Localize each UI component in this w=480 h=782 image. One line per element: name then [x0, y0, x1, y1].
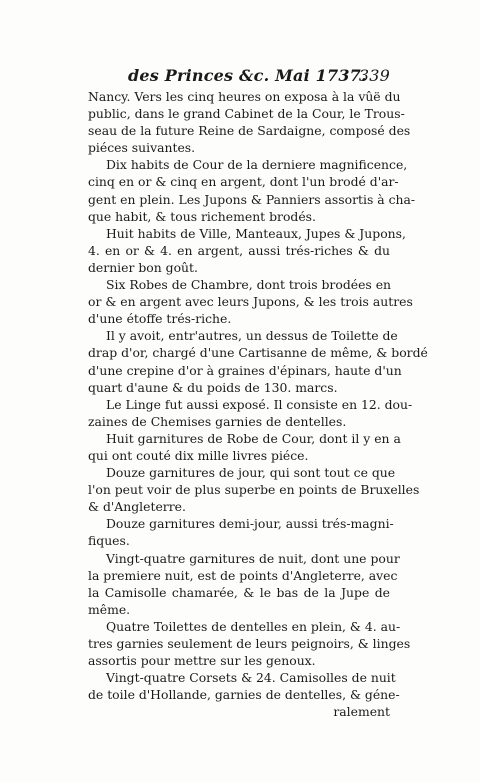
running-title: des Princes &c. Mai 1737. — [128, 66, 367, 85]
text-line: que habit, & tous richement brodés. — [88, 208, 316, 224]
text-line: Vingt-quatre Corsets & 24. Camisolles de nuit — [106, 670, 396, 686]
text-line: Le Linge fut aussi exposé. Il consiste en 12. dou- — [106, 396, 413, 412]
text-line: la Camisolle chamarée, & le bas de la Jupe de — [88, 584, 390, 600]
text-line: assortis pour mettre sur les genoux. — [88, 653, 316, 669]
text-body — [88, 88, 428, 720]
text-line: Douze garnitures de jour, qui sont tout ce que — [106, 465, 396, 481]
text-line: & d'Angleterre. — [88, 499, 186, 515]
text-line: Douze garnitures demi-jour, aussi trés-magni- — [106, 516, 394, 532]
text-line: piéces suivantes. — [88, 140, 196, 156]
text-line: d'une crepine d'or à graines d'épinars, haute d'un — [88, 362, 402, 378]
text-line: qui ont couté dix mille livres piéce. — [88, 447, 309, 463]
text-line: seau de la future Reine de Sardaigne, composé des — [88, 123, 411, 139]
text-line: fiques. — [88, 533, 130, 549]
text-line: quart d'aune & du poids de 130. marcs. — [88, 379, 338, 395]
text-line: Huit garnitures de Robe de Cour, dont il y en a — [106, 430, 401, 446]
text-line: Vingt-quatre garnitures de nuit, dont une pour — [106, 550, 400, 566]
text-line: Huit habits de Ville, Manteaux, Jupes & Jupons, — [106, 225, 406, 241]
text-line: d'une étoffe trés-riche. — [88, 311, 232, 327]
text-line: public, dans le grand Cabinet de la Cour, le Trous- — [88, 106, 405, 122]
text-line: Nancy. Vers les cinq heures on exposa à la vûë du — [88, 89, 401, 104]
text-line: Six Robes de Chambre, dont trois brodées en — [106, 277, 392, 293]
text-line: même. — [88, 601, 131, 617]
text-line: zaines de Chemises garnies de dentelles. — [88, 413, 347, 429]
text-line: 4. en or & 4. en argent, aussi trés-riches & du — [88, 242, 390, 258]
text-line: l'on peut voir de plus superbe en points de Bruxelles — [88, 482, 420, 498]
text-line: gent en plein. Les Jupons & Panniers assortis à cha- — [88, 191, 416, 207]
text-line: Quatre Toilettes de dentelles en plein, & 4. au- — [106, 618, 401, 634]
text-line: ralement — [333, 704, 390, 720]
text-line: de toile d'Hollande, garnies de dentelles, & géne- — [88, 687, 400, 703]
text-line: Il y avoit, entr'autres, un dessus de Toilette de — [106, 328, 398, 344]
page-header — [128, 66, 390, 90]
text-line: la premiere nuit, est de points d'Angleterre, avec — [88, 567, 398, 583]
text-line: Dix habits de Cour de la derniere magnificence, — [106, 157, 408, 173]
text-line: cinq en or & cinq en argent, dont l'un brodé d'ar- — [88, 174, 399, 190]
page-number: 339 — [358, 66, 390, 85]
text-line: drap d'or, chargé d'une Cartisanne de même, & bordé — [88, 345, 428, 361]
text-line: dernier bon goût. — [88, 259, 198, 275]
text-line: or & en argent avec leurs Jupons, & les trois autres — [88, 294, 413, 310]
text-line: tres garnies seulement de leurs peignoirs, & linges — [88, 636, 411, 651]
